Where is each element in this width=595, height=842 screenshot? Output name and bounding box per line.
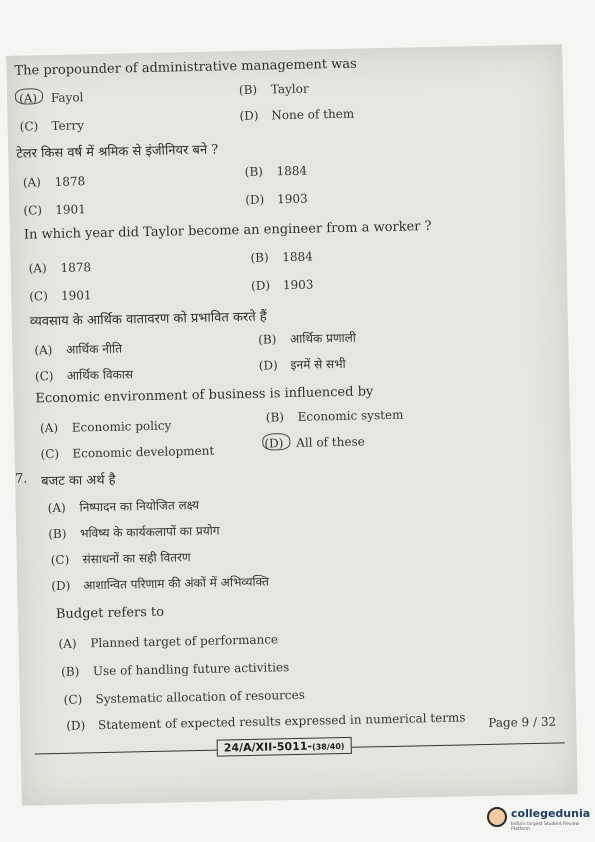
- option: (B) आर्थिक प्रणाली: [258, 330, 357, 347]
- option: (C) आर्थिक विकास: [34, 367, 134, 384]
- option: (A) 1878: [22, 174, 86, 190]
- option: (A) Fayol: [18, 90, 84, 106]
- option: (C) संसाधनों का सही वितरण: [50, 550, 191, 568]
- option: (B) Taylor: [238, 81, 309, 98]
- paper-code: 24/A/XII-5011-(38/40): [217, 737, 352, 757]
- student-face-icon: [487, 807, 507, 827]
- option: (D) आशान्वित परिणाम की अंकों में अभिव्यक्ति: [51, 574, 270, 594]
- option: (C) 1901: [23, 202, 86, 218]
- option: (A) Economic policy: [39, 418, 172, 436]
- option: (C) Terry: [19, 118, 85, 134]
- question-number: 7.: [14, 471, 28, 487]
- option: (C) Systematic allocation of resources: [63, 687, 305, 707]
- question-text: Budget refers to: [55, 604, 165, 622]
- option: (D) Statement of expected results expressed in numerical terms: [66, 710, 466, 733]
- option: (B) Economic system: [265, 407, 404, 425]
- option: (C) Economic development: [40, 443, 215, 462]
- option: (B) 1884: [244, 163, 308, 179]
- question-text: व्यवसाय के आर्थिक वातावरण को प्रभावित करते हैं: [29, 309, 267, 330]
- question-text: Economic environment of business is influenced by: [35, 384, 374, 407]
- option: (D) 1903: [250, 277, 314, 293]
- option: (C) 1901: [29, 288, 92, 304]
- option: (D) इनमें से सभी: [258, 356, 346, 373]
- page-number: Page 9 / 32: [488, 714, 557, 730]
- question-text: बजट का अर्थ है: [40, 472, 116, 490]
- collegedunia-logo: [487, 805, 591, 833]
- option: (D) None of them: [239, 106, 355, 124]
- answer-mark: [15, 88, 43, 105]
- option: (A) Planned target of performance: [58, 632, 279, 651]
- question-text: In which year did Taylor become an engineer from a worker ?: [23, 219, 432, 243]
- question-text: The propounder of administrative management was: [14, 56, 357, 79]
- option: (B) Use of handling future activities: [60, 660, 290, 679]
- option: (A) 1878: [28, 260, 92, 276]
- option: (A) निष्पादन का नियोजित लक्ष्य: [47, 497, 200, 516]
- option: (A) आर्थिक नीति: [34, 341, 123, 358]
- option: (D) All of these: [264, 434, 365, 451]
- option: (B) भविष्य के कार्यकलापों का प्रयोग: [48, 523, 220, 542]
- option: (D) 1903: [245, 191, 308, 207]
- exam-page: [6, 44, 578, 805]
- brand-name: collegedunia: [511, 807, 591, 820]
- question-text: टेलर किस वर्ष में श्रमिक से इंजीनियर बने ?: [16, 142, 219, 162]
- option: (B) 1884: [250, 249, 313, 265]
- brand-tagline: India's largest Student Review Platform: [511, 822, 580, 832]
- answer-mark: [262, 433, 290, 451]
